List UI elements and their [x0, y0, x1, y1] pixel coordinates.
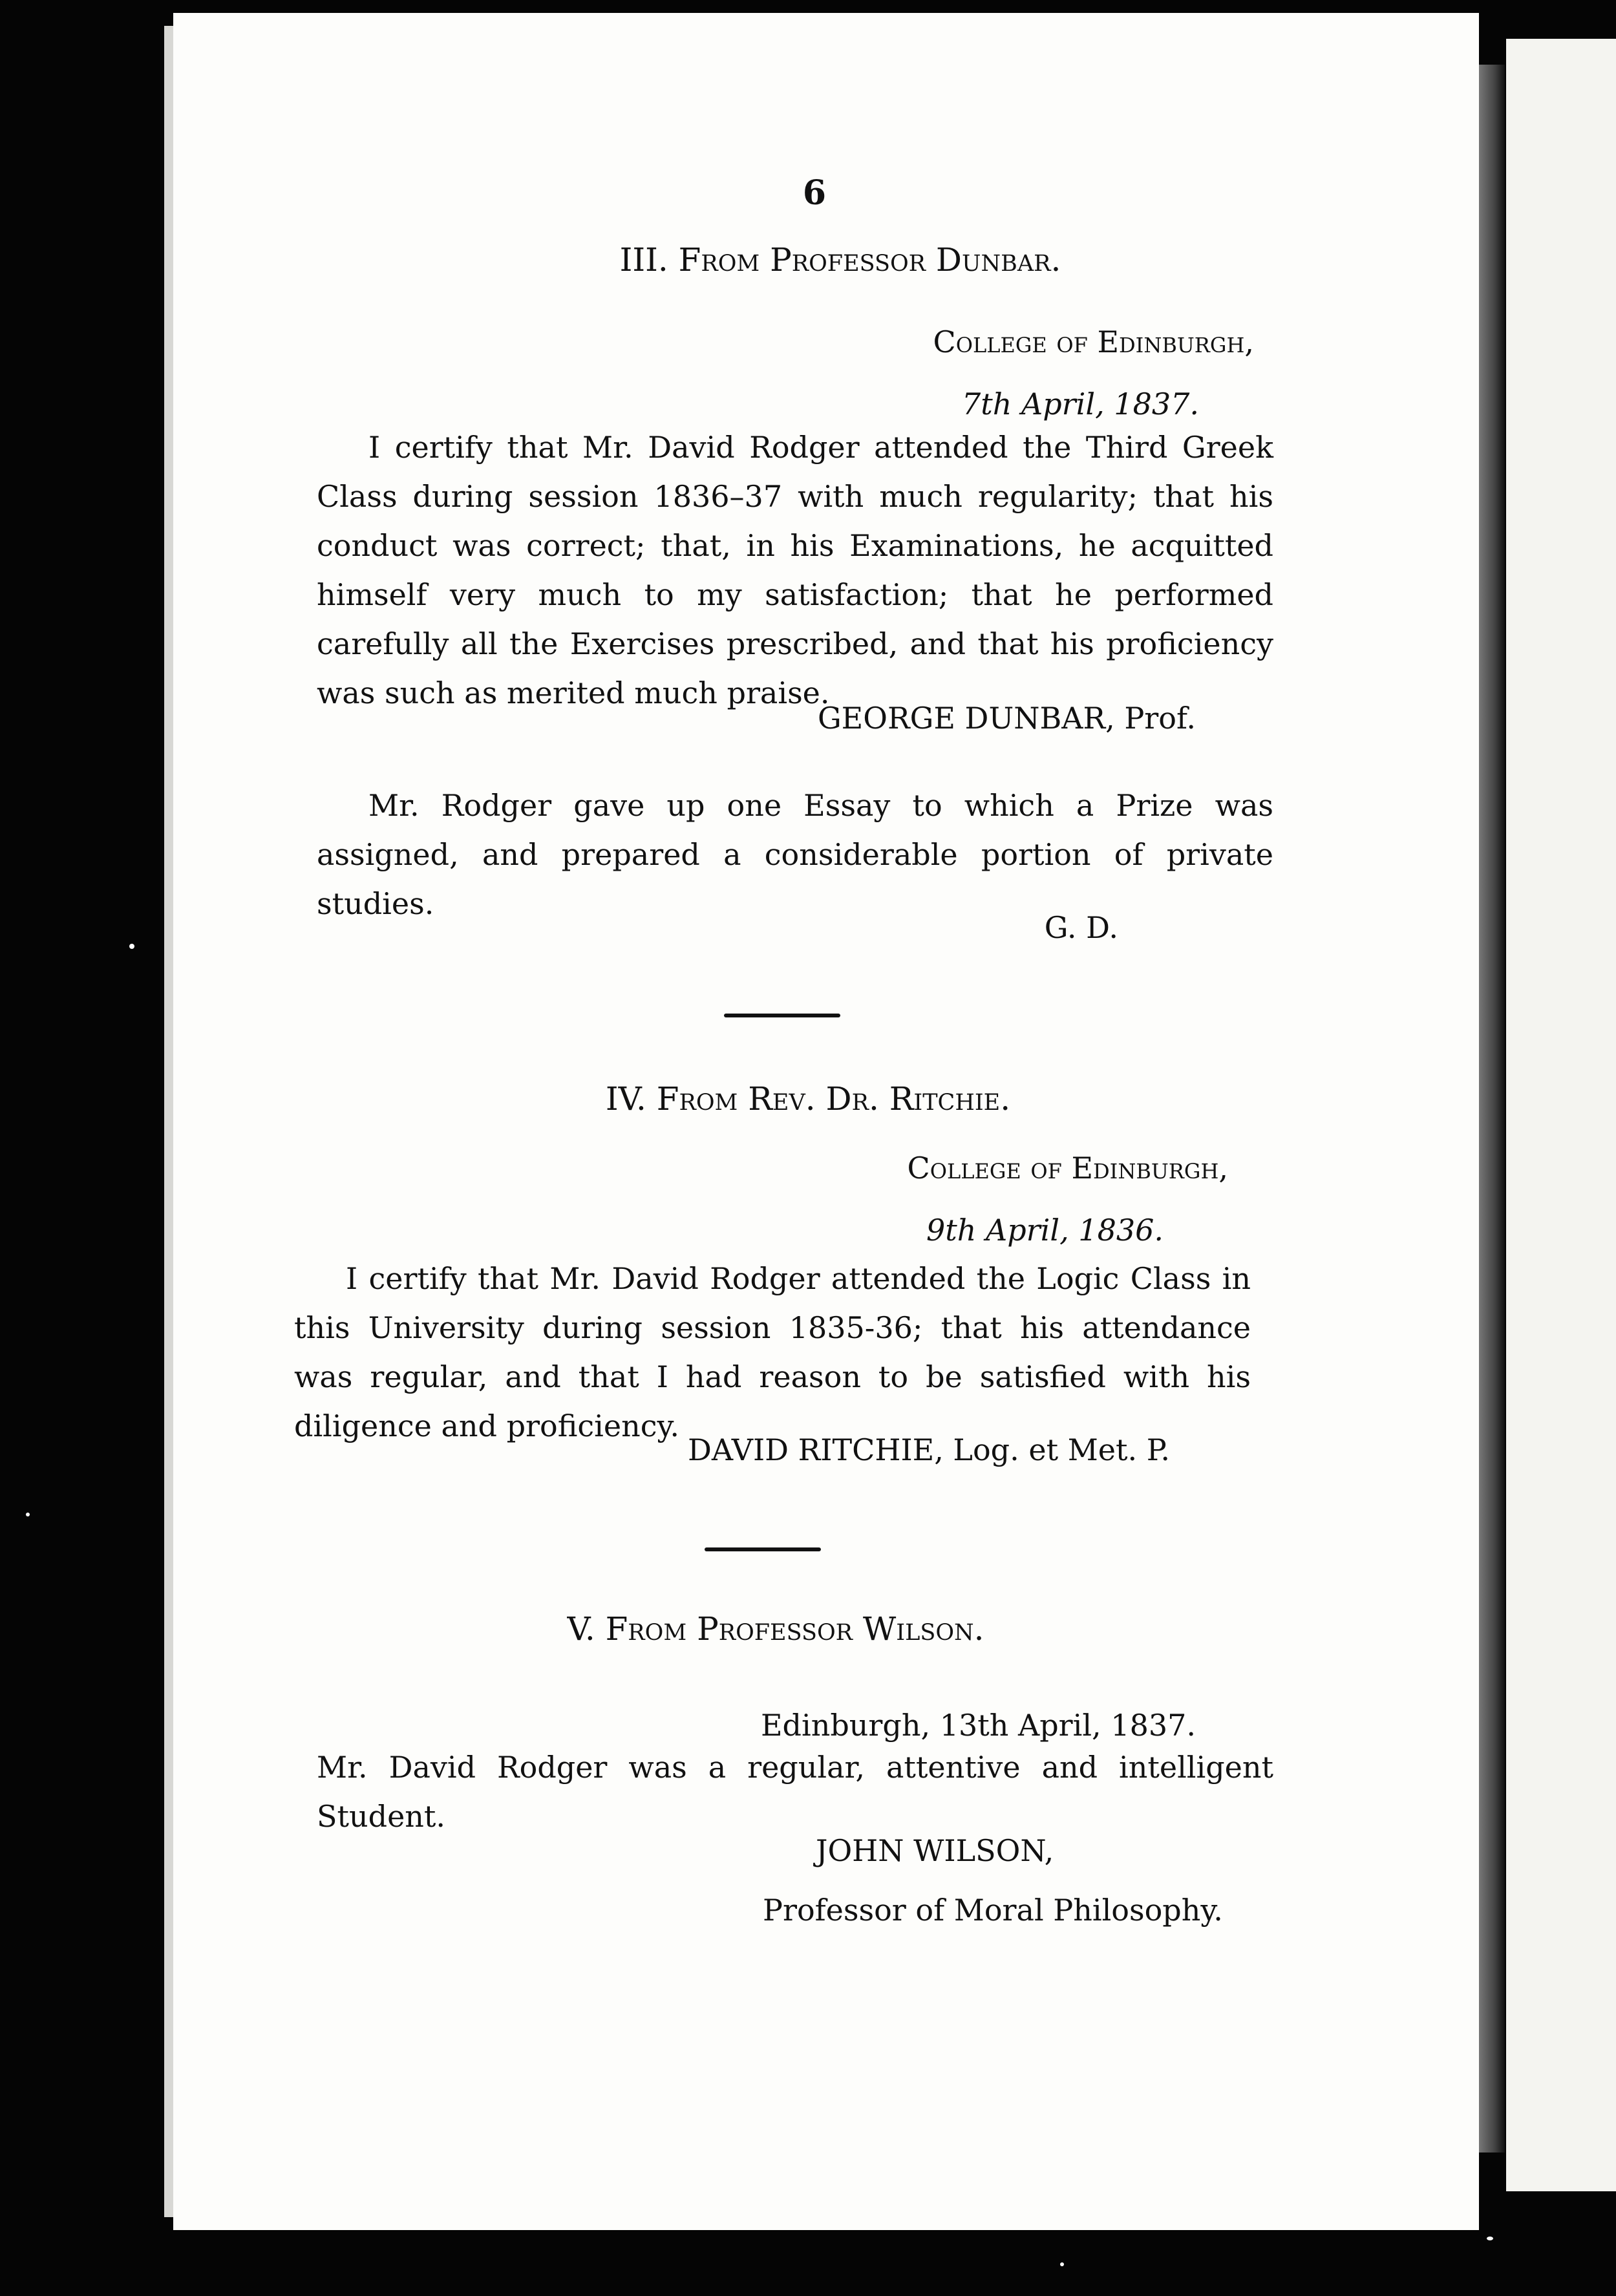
section-4-body: I certify that Mr. David Rodger attended the Logic Class in this University during session 1835-36; that his attendance was regular, and that I had reason to be satisfied with his diligence and proficiency. [294, 1261, 1251, 1443]
scan-speck [26, 1513, 30, 1516]
section-3-heading: III. From Professor Dunbar. [619, 241, 1061, 279]
section-5-body: Mr. David Rodger was a regular, attentive and intelligent Student. [317, 1750, 1273, 1834]
section-4-heading: IV. From Rev. Dr. Ritchie. [605, 1080, 1011, 1118]
section-5-place-date: Edinburgh, 13th April, 1837. [760, 1708, 1196, 1743]
section-4-place: College of Edinburgh, [907, 1151, 1228, 1185]
section-5-signature-title: Professor of Moral Philosophy. [763, 1893, 1223, 1928]
section-3-note: Mr. Rodger gave up one Essay to which a Prize was assigned, and prepared a considerable portion of private studies. [317, 788, 1273, 921]
scan-speck [1060, 2262, 1064, 2266]
section-5-heading: V. From Professor Wilson. [567, 1610, 984, 1648]
page-number: 6 [802, 173, 827, 213]
page-gutter-shadow [1479, 65, 1505, 2152]
section-3-date: 7th April, 1837. [961, 387, 1199, 421]
section-divider [724, 1014, 840, 1017]
scan-speck [1487, 2237, 1493, 2240]
section-4-signature: DAVID RITCHIE, Log. et Met. P. [687, 1432, 1170, 1467]
section-4-date: 9th April, 1836. [926, 1213, 1164, 1248]
section-3-body: I certify that Mr. David Rodger attended the Third Greek Class during session 1836–37 with much regularity; that his conduct was correct; that, in his Examinations, he acquitted himself very much to my satisfaction; that he performed carefully all the Exercises prescribed, and that his proficiency was such as merited much praise. [317, 430, 1273, 710]
section-3-place: College of Edinburgh, [933, 324, 1254, 359]
scan-speck [129, 944, 134, 949]
adjacent-page [1506, 39, 1616, 2191]
section-3-initials: G. D. [1044, 910, 1118, 945]
section-3-signature: GEORGE DUNBAR, Prof. [817, 701, 1196, 736]
section-5-signature-name: JOHN WILSON, [816, 1833, 1054, 1868]
section-divider [705, 1547, 821, 1551]
